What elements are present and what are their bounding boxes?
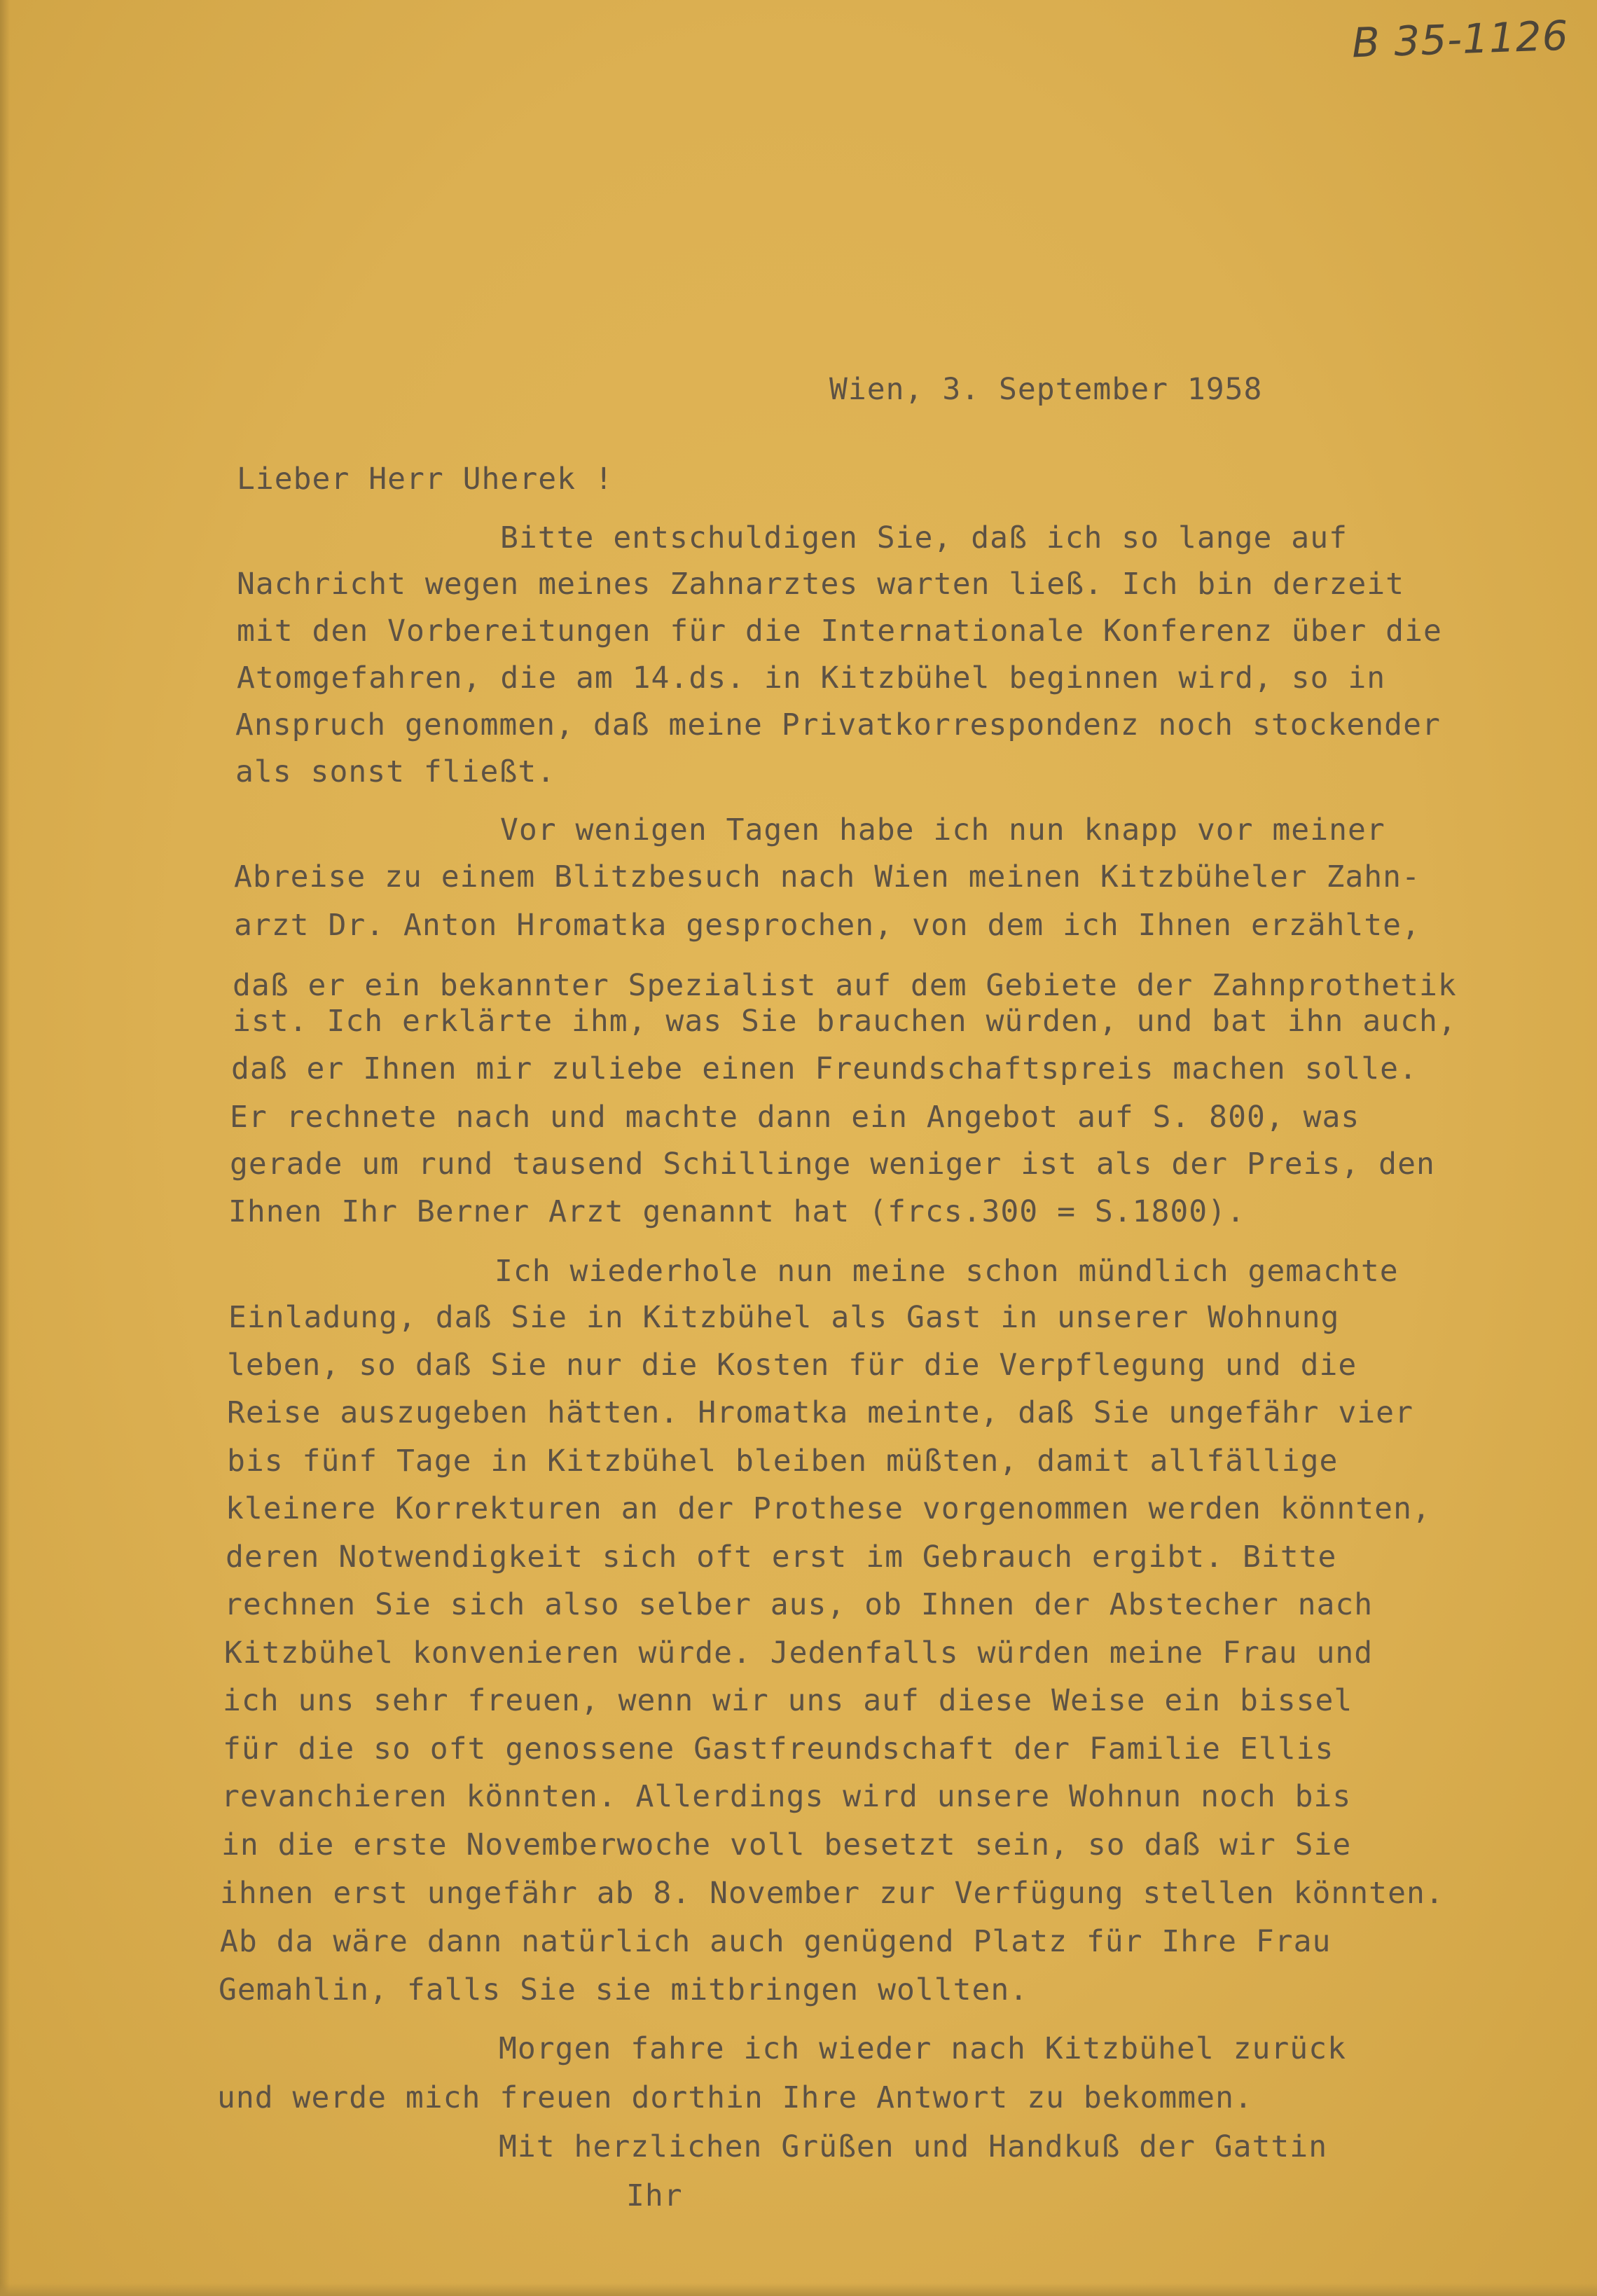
body-line: Er rechnete nach und machte dann ein Angebot auf S. 800, was [230,1100,1360,1135]
body-line: Ihnen Ihr Berner Arzt genannt hat (frcs.300 = S.1800). [228,1194,1245,1229]
body-line: revanchieren könnten. Allerdings wird unsere Wohnun noch bis [221,1779,1352,1814]
body-line: Anspruch genommen, daß meine Privatkorrespondenz noch stockender [235,707,1441,742]
letter-date: Wien, 3. September 1958 [829,372,1263,407]
body-line: in die erste Novemberwoche voll besetzt sein, so daß wir Sie [221,1827,1352,1862]
body-line: ich uns sehr freuen, wenn wir uns auf diese Weise ein bissel [223,1683,1353,1718]
body-line: und werde mich freuen dorthin Ihre Antwort zu bekommen. [217,2080,1253,2115]
body-line: Einladung, daß Sie in Kitzbühel als Gast in unserer Wohnung [228,1300,1340,1335]
letter-salutation: Lieber Herr Uherek ! [237,462,614,497]
archive-number: B 35-1126 [1350,11,1570,67]
body-line: Ab da wäre dann natürlich auch genügend Platz für Ihre Frau [220,1924,1332,1959]
body-line: daß er Ihnen mir zuliebe einen Freundschaftspreis machen solle. [231,1051,1418,1086]
body-line: kleinere Korrekturen an der Prothese vorgenommen werden könnten, [226,1491,1431,1526]
closing-line: Mit herzlichen Grüßen und Handkuß der Gattin [499,2129,1328,2164]
body-line: Abreise zu einem Blitzbesuch nach Wien meinen Kitzbüheler Zahn- [234,859,1420,894]
body-line: ist. Ich erklärte ihm, was Sie brauchen würden, und bat ihn auch, [233,1004,1457,1039]
body-line: Bitte entschuldigen Sie, daß ich so lange auf [500,520,1348,555]
body-line: Kitzbühel konvenieren würde. Jedenfalls würden meine Frau und [224,1635,1374,1671]
body-line: für die so oft genossene Gastfreundschaft der Familie Ellis [223,1731,1334,1766]
body-line: deren Notwendigkeit sich oft erst im Gebrauch ergibt. Bitte [226,1540,1337,1575]
body-line: daß er ein bekannter Spezialist auf dem Gebiete der Zahnprothetik [233,968,1457,1003]
body-line: Atomgefahren, die am 14.ds. in Kitzbühel beginnen wird, so in [237,661,1386,696]
body-line: Nachricht wegen meines Zahnarztes warten ließ. Ich bin derzeit [237,567,1405,602]
closing-signoff: Ihr [626,2178,683,2213]
body-line: Ich wiederhole nun meine schon mündlich gemachte [495,1254,1399,1289]
body-line: Gemahlin, falls Sie sie mitbringen wollten. [219,1972,1029,2007]
body-line: ihnen erst ungefähr ab 8. November zur Verfügung stellen könnten. [220,1876,1444,1911]
paper-edge-left [0,0,10,2296]
paper-edge-bottom [0,2283,1597,2296]
body-line: als sonst fließt. [235,754,556,789]
body-line: Reise auszugeben hätten. Hromatka meinte, daß Sie ungefähr vier [227,1395,1413,1430]
body-line: leben, so daß Sie nur die Kosten für die Verpflegung und die [227,1348,1357,1383]
body-line: arzt Dr. Anton Hromatka gesprochen, von dem ich Ihnen erzählte, [234,908,1420,943]
body-line: Vor wenigen Tagen habe ich nun knapp vor meiner [500,812,1385,848]
body-line: gerade um rund tausend Schillinge weniger ist als der Preis, den [230,1147,1435,1182]
body-line: bis fünf Tage in Kitzbühel bleiben müßten, damit allfällige [227,1444,1339,1479]
body-line: rechnen Sie sich also selber aus, ob Ihnen der Abstecher nach [224,1587,1374,1622]
body-line: mit den Vorbereitungen für die Internationale Konferenz über die [237,614,1442,649]
body-line: Morgen fahre ich wieder nach Kitzbühel zurück [499,2031,1346,2066]
